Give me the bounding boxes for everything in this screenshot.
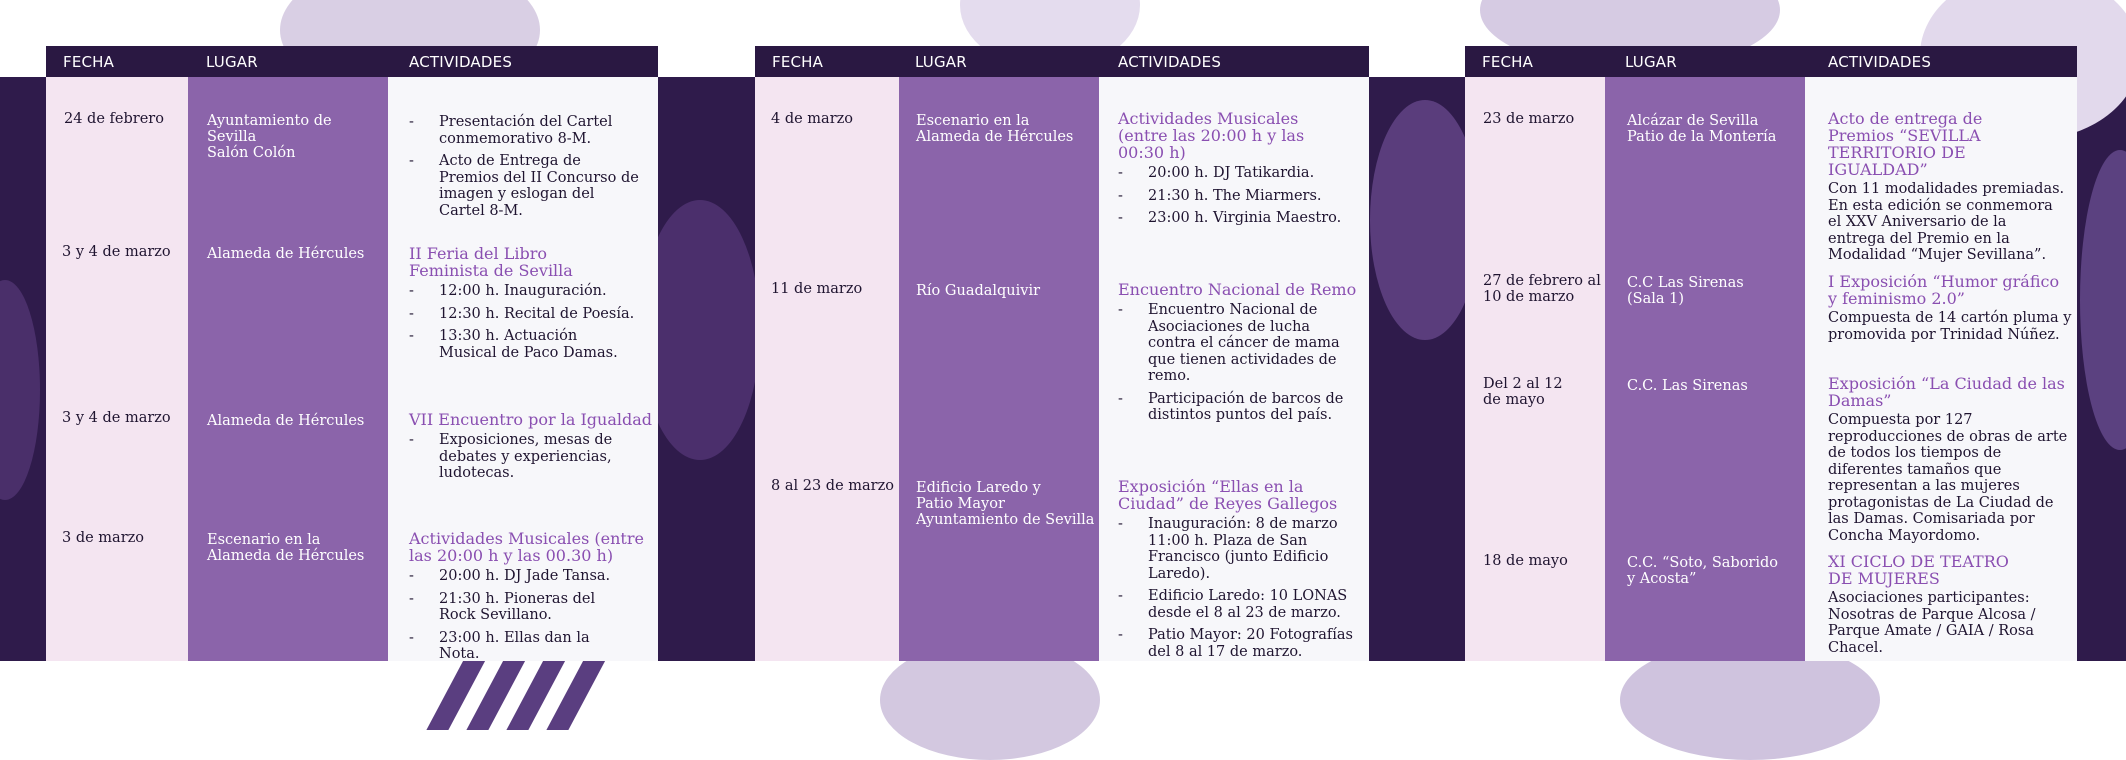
activity-item: - 13:30 h. Actuación Musical de Paco Damas. [409,328,637,361]
activity-list [409,283,637,361]
row-actividad [1828,110,2073,264]
row-lugar: Alcázar de Sevilla Patio de la Montería [1627,113,1777,145]
activity-list [409,432,614,482]
activity-description: Compuesta de 14 cartón pluma y promovida por Trinidad Núñez. [1828,310,2072,343]
activity-description: Asociaciones participantes: Nosotras de Parque Alcosa / Parque Amate / GAIA / Rosa Chacel. [1828,590,2036,656]
activity-item: - 21:30 h. Pioneras del Rock Sevillano. [409,591,614,624]
activity-list [409,114,641,219]
activity-title: I Exposición “Humor gráfico y feminismo 2.0” [1828,272,2060,308]
header-fecha: FECHA [772,53,824,71]
activity-item: - Participación de barcos de distintos puntos del país. [1118,391,1353,424]
activity-description: Compuesta por 127 reproducciones de obras de arte de todos los tiempos de diferentes tamaños que representan a las mujeres protagonistas de La Ciudad de las Damas. Comisariada por Concha Mayordomo. [1828,412,2068,544]
activity-item: - 12:30 h. Recital de Poesía. [409,306,637,323]
row-actividad [409,530,679,669]
activity-list [409,568,614,663]
row-lugar: Escenario en la Alameda de Hércules [207,532,365,564]
activity-title: VII Encuentro por la Igualdad [409,410,652,429]
activity-title: Exposición “Ellas en la Ciudad” de Reyes Gallegos [1118,477,1338,513]
activity-item: - Inauguración: 8 de marzo 11:00 h. Plaza de San Francisco (junto Edificio Laredo). [1118,516,1358,582]
activity-item: - 23:00 h. Ellas dan la Nota. [409,630,614,663]
row-actividad [409,110,641,225]
schedule-panel-2 [755,46,1369,661]
row-lugar: Edificio Laredo y Patio Mayor Ayuntamiento de Sevilla [916,480,1095,528]
row-fecha: 11 de marzo [771,281,863,297]
activity-description: Con 11 modalidades premiadas. En esta edición se conmemora el XXV Aniversario de la entrega del Premio en la Modalidad “Mujer Sevillana”. [1828,181,2065,263]
activity-list [1118,165,1368,227]
table-header [46,46,658,77]
row-fecha: 3 y 4 de marzo [62,244,171,260]
header-fecha: FECHA [1482,53,1534,71]
lugar-column [899,77,1099,661]
header-fecha: FECHA [63,53,115,71]
row-fecha: 23 de marzo [1483,111,1575,127]
table-header [755,46,1369,77]
header-actividades: ACTIVIDADES [1828,53,1932,71]
lugar-column [188,77,388,661]
activity-item: - 20:00 h. DJ Tatikardia. [1118,165,1368,182]
activity-item: - Acto de Entrega de Premios del II Concurso de imagen y eslogan del Cartel 8-M. [409,153,641,219]
header-lugar: LUGAR [915,53,967,71]
schedule-panel-3 [1465,46,2077,661]
row-fecha: 3 y 4 de marzo [62,410,171,426]
row-fecha: 27 de febrero al 10 de marzo [1483,273,1601,305]
activity-list [1118,302,1353,424]
fecha-column [755,77,899,661]
row-actividad [1828,273,2073,343]
activity-item: - Exposiciones, mesas de debates y experiencias, ludotecas. [409,432,614,482]
row-actividad [1118,478,1368,666]
row-lugar: C.C. “Soto, Saborido y Acosta” [1627,555,1779,587]
row-actividad [1828,553,2073,656]
activity-item: - Patio Mayor: 20 Fotografías del 8 al 17 de marzo. [1118,627,1358,660]
activity-item: - 21:30 h. The Miarmers. [1118,188,1368,205]
row-fecha: Del 2 al 12 de mayo [1483,376,1563,408]
decorative-silhouette [1370,100,1480,340]
activity-item: - Presentación del Cartel conmemorativo 8-M. [409,114,641,147]
row-actividad [1118,281,1368,430]
header-lugar: LUGAR [1625,53,1677,71]
table-header [1465,46,2077,77]
row-fecha: 24 de febrero [64,111,164,127]
fecha-column [1465,77,1605,661]
activity-title: II Feria del Libro Feminista de Sevilla [409,244,573,280]
activity-item: - Edificio Laredo: 10 LONAS desde el 8 al 23 de marzo. [1118,588,1358,621]
activity-item: - 20:00 h. DJ Jade Tansa. [409,568,614,585]
activity-item: - 23:00 h. Virginia Maestro. [1118,210,1368,227]
row-actividad [409,411,669,488]
schedule-panel-1 [46,46,658,661]
activity-list [1118,516,1358,660]
row-lugar: Escenario en la Alameda de Hércules [916,113,1074,145]
activity-title: XI CICLO DE TEATRO DE MUJERES [1828,552,2009,588]
row-lugar: C.C Las Sirenas (Sala 1) [1627,275,1744,307]
row-actividad [409,245,669,367]
row-fecha: 3 de marzo [62,530,145,546]
row-fecha: 4 de marzo [771,111,854,127]
row-lugar: Ayuntamiento de Sevilla Salón Colón [207,113,332,161]
row-lugar: C.C. Las Sirenas [1627,378,1748,394]
row-lugar: Río Guadalquivir [916,283,1041,299]
row-actividad [1118,110,1368,233]
activity-item: - 12:00 h. Inauguración. [409,283,637,300]
row-actividad [1828,375,2073,544]
activity-title: Acto de entrega de Premios “SEVILLA TERRITORIO DE IGUALDAD” [1828,109,1983,179]
fecha-column [46,77,188,661]
activity-title: Actividades Musicales (entre las 20:00 h y las 00:30 h) [1118,109,1305,162]
row-lugar: Alameda de Hércules [207,413,365,429]
activity-title: Exposición “La Ciudad de las Damas” [1828,374,2065,410]
row-fecha: 8 al 23 de marzo [771,478,894,494]
header-actividades: ACTIVIDADES [1118,53,1222,71]
activity-item: - Encuentro Nacional de Asociaciones de lucha contra el cáncer de mama que tienen actividades de remo. [1118,302,1353,385]
header-actividades: ACTIVIDADES [409,53,513,71]
row-fecha: 18 de mayo [1483,553,1568,569]
activity-title: Actividades Musicales (entre las 20:00 h y las 00.30 h) [409,529,644,565]
header-lugar: LUGAR [206,53,258,71]
activity-title: Encuentro Nacional de Remo [1118,280,1357,299]
row-lugar: Alameda de Hércules [207,246,365,262]
